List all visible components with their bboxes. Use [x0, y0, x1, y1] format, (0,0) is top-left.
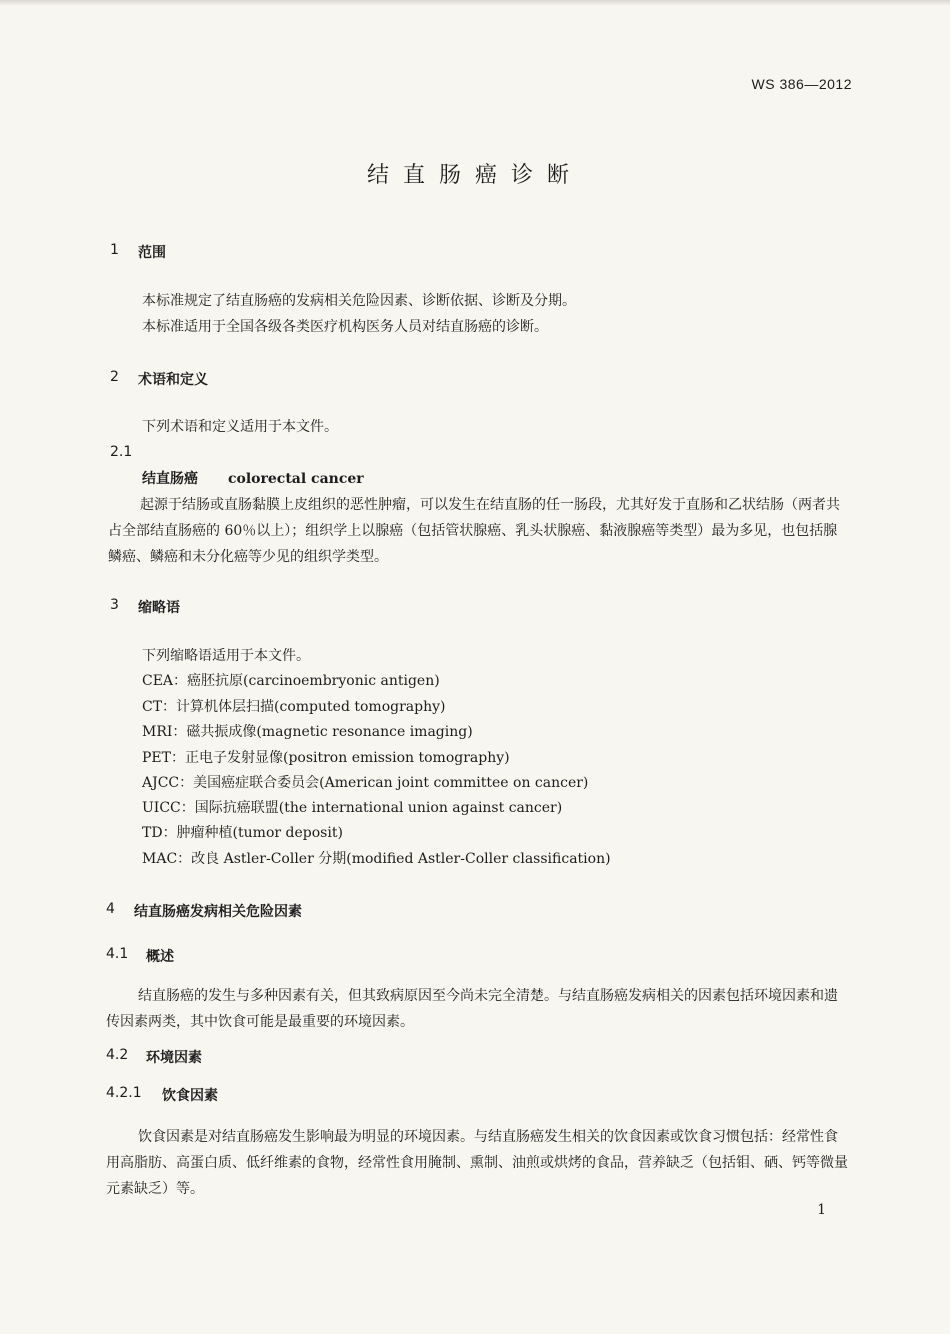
page-title: 结直肠癌诊断 [366, 163, 583, 188]
abbreviation-item: MAC：改良 Astler-Coller 分期(modified Astler-Coller classification) [142, 851, 611, 867]
abbreviation-item: CEA：癌胚抗原(carcinoembryonic antigen) [142, 673, 440, 689]
section-4-2-1-number: 4.2.1 [106, 1085, 142, 1101]
section-3-number: 3 [110, 597, 119, 613]
page-number: 1 [817, 1202, 826, 1218]
section-4-number: 4 [106, 901, 115, 917]
section-4-2-1-text: 饮食因素是对结直肠癌发生影响最为明显的环境因素。与结直肠癌发生相关的饮食因素或饮食习惯包括：经常性食用高脂肪、高蛋白质、低纤维素的食物，经常性食用腌制、熏制、油煎或烘烤的食品，营养缺乏（包括钼、硒、钙等微量元素缺乏）等。 [106, 1129, 848, 1197]
section-1-heading: 范围 [138, 245, 166, 261]
abbreviation-item: UICC：国际抗癌联盟(the international union against cancer) [142, 800, 563, 816]
section-2-heading: 术语和定义 [138, 372, 208, 388]
section-4-1-number: 4.1 [106, 946, 129, 962]
section-4-heading: 结直肠癌发病相关危险因素 [134, 904, 302, 920]
abbreviation-item: CT：计算机体层扫描(computed tomography) [142, 699, 446, 715]
section-4-2-heading: 环境因素 [146, 1050, 202, 1066]
term-definition: 起源于结肠或直肠黏膜上皮组织的恶性肿瘤，可以发生在结直肠的任一肠段，尤其好发于直肠和乙状结肠（两者共占全部结直肠癌的 60％以上）；组织学上以腺癌（包括管状腺癌、乳头状腺癌、黏液腺癌等类型）最为多见，也包括腺鳞癌、鳞癌和未分化癌等少见的组织学类型。 [108, 497, 840, 565]
section-4-2-1-heading: 饮食因素 [162, 1088, 218, 1104]
standard-number: WS 386—2012 [751, 76, 852, 92]
scan-edge [0, 0, 950, 6]
term-english: colorectal cancer [228, 471, 364, 487]
section-2-intro: 下列术语和定义适用于本文件。 [142, 419, 338, 435]
section-1-number: 1 [110, 242, 119, 258]
abbreviation-item: MRI：磁共振成像(magnetic resonance imaging) [142, 724, 473, 740]
abbreviation-item: AJCC：美国癌症联合委员会(American joint committee on cancer) [142, 775, 589, 791]
section-1-line-2: 本标准适用于全国各级各类医疗机构医务人员对结直肠癌的诊断。 [142, 319, 548, 335]
section-2-number: 2 [110, 369, 119, 385]
section-4-2-number: 4.2 [106, 1047, 129, 1063]
section-4-1-text: 结直肠癌的发生与多种因素有关，但其致病原因至今尚未完全清楚。与结直肠癌发病相关的因素包括环境因素和遗传因素两类，其中饮食可能是最重要的环境因素。 [106, 988, 838, 1030]
section-3-heading: 缩略语 [138, 600, 180, 616]
section-3-intro: 下列缩略语适用于本文件。 [142, 648, 310, 664]
section-2-1-number: 2.1 [110, 444, 133, 460]
term-chinese: 结直肠癌 [142, 471, 198, 487]
abbreviation-item: TD：肿瘤种植(tumor deposit) [142, 825, 343, 841]
section-1-line-1: 本标准规定了结直肠癌的发病相关危险因素、诊断依据、诊断及分期。 [142, 293, 576, 309]
abbreviation-item: PET：正电子发射显像(positron emission tomography) [142, 750, 510, 766]
section-4-1-heading: 概述 [146, 949, 174, 965]
